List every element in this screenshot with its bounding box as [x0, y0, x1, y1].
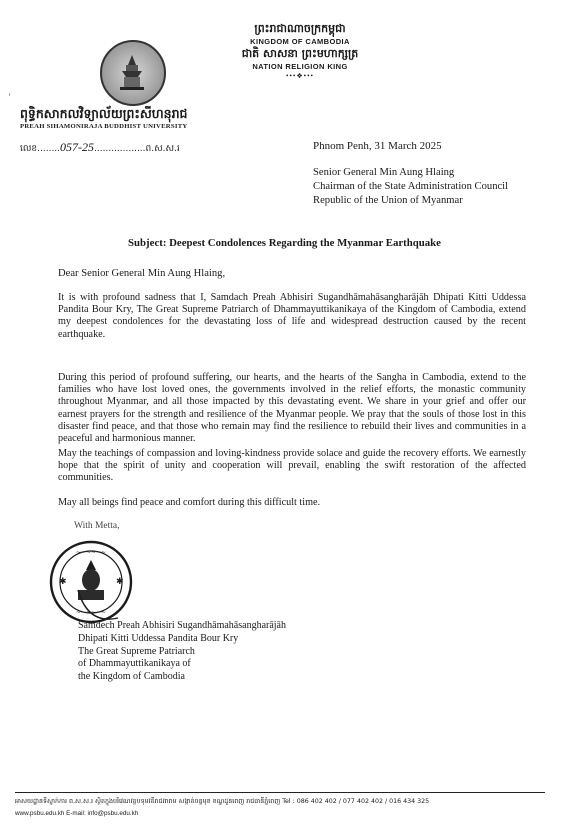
reference-number: [20, 140, 260, 156]
recipient-title: Chairman of the State Administration Council: [313, 181, 509, 192]
ref-number: 057-25: [60, 140, 95, 154]
signer-line-2: Dhipati Kitti Uddessa Pandita Bour Kry: [78, 632, 239, 644]
kingdom-khmer: ព្រះរាជាណាចក្រកម្ពុជា: [254, 22, 346, 35]
recipient-block: [313, 166, 508, 208]
svg-text:~~~~~~: ~~~~~~: [75, 549, 107, 556]
svg-text:✱: ✱: [116, 577, 124, 587]
patriarch-seal-icon: [48, 530, 134, 630]
paragraph-1: It is with profound sadness that I, Samdach Preah Abhisiri Sugandhāmahāsangharājāh Dhipati Kitti Uddessa Pandita Bour Kry, The Great Supreme Patriarch of Dhammayuttikanikaya of the Kingdom of Cambodia, extend my deepest condolences for the devastating loss of life and widespread destruction caused by the recent earthquake.: [58, 292, 526, 340]
signer-line-5: the Kingdom of Cambodia: [78, 671, 185, 683]
university-english-name: PREAH SIHAMONIRAJA BUDDHIST UNIVERSITY: [20, 123, 188, 130]
emblem-pagoda-icon: [116, 53, 148, 91]
letter-subject: Subject: Deepest Condolences Regarding the Myanmar Earthquake: [128, 237, 441, 249]
recipient-country: Republic of the Union of Myanmar: [313, 195, 463, 206]
motto-khmer: ជាតិ សាសនា ព្រះមហាក្សត្រ: [241, 47, 359, 60]
signer-block: [78, 620, 286, 684]
header-ornament: •••❖•••: [286, 72, 314, 80]
paragraph-2: During this period of profound suffering, our hearts, and the hearts of the Sangha in Cambodia, extend to the families who have lost loved ones, the governments involved in the relief efforts, the monastic community throughout Myanmar, and all those impacted by this devastating event. We share in your grief and offer our earnest prayers for the strength and resilience of the Myanmar people. We pray that the souls of those lost in this disaster find peace, and that those who remain may find the resilience to rebuild their lives and communities in a peaceful and harmonious manner.: [58, 372, 526, 445]
svg-text:~~~~~~: ~~~~~~: [75, 609, 107, 616]
university-block: [20, 106, 250, 132]
paragraph-3: May the teachings of compassion and loving-kindness provide solace and guide the recovery efforts. We earnestly hope that the spirit of unity and cooperation will prevail, enabling the swift restoration of the affected communities.: [58, 448, 526, 484]
signer-line-4: of Dhammayuttikanikaya of: [78, 658, 191, 670]
motto-english: NATION RELIGION KING: [252, 62, 348, 71]
closing-phrase: With Metta,: [74, 521, 120, 531]
university-khmer-name: ពុទ្ធិកសាកលវិទ្យាល័យព្រះសីហនុរាជ: [20, 106, 188, 121]
university-emblem-icon: [100, 40, 166, 106]
footer-address: អាសយដ្ឋានទីស្នាក់ការ ព.ស.ស.រ ស្ថិតក្នុងបរិវេណវត្តបទុមវតីរាជវរារាម សង្កាត់ចន្ទមុខ ខណ្ឌដូនពេញ រាជធានីភ្នំពេញ Tel : 086 402 402 / 077 402 402 / 016 434 325: [15, 798, 430, 805]
margin-mark: ʼ: [8, 92, 11, 102]
ref-suffix: ..................ព.ស.ស.រ: [94, 144, 180, 154]
footer-divider: [15, 792, 545, 793]
kingdom-english: KINGDOM OF CAMBODIA: [250, 37, 350, 46]
signer-line-1: Samdech Preah Abhisiri Sugandhāmahāsangharājāh: [78, 620, 286, 631]
ref-prefix: លេខ........: [20, 144, 61, 154]
svg-text:✱: ✱: [59, 577, 67, 587]
recipient-name: Senior General Min Aung Hlaing: [313, 167, 455, 178]
footer-contact: www.psbu.edu.kh E-mail: info@psbu.edu.kh: [15, 810, 139, 817]
signer-line-3: The Great Supreme Patriarch: [78, 645, 195, 657]
kingdom-header: [215, 22, 385, 81]
salutation: Dear Senior General Min Aung Hlaing,: [58, 268, 226, 279]
letter-date: Phnom Penh, 31 March 2025: [313, 140, 442, 152]
paragraph-4: May all beings find peace and comfort during this difficult time.: [58, 497, 321, 508]
